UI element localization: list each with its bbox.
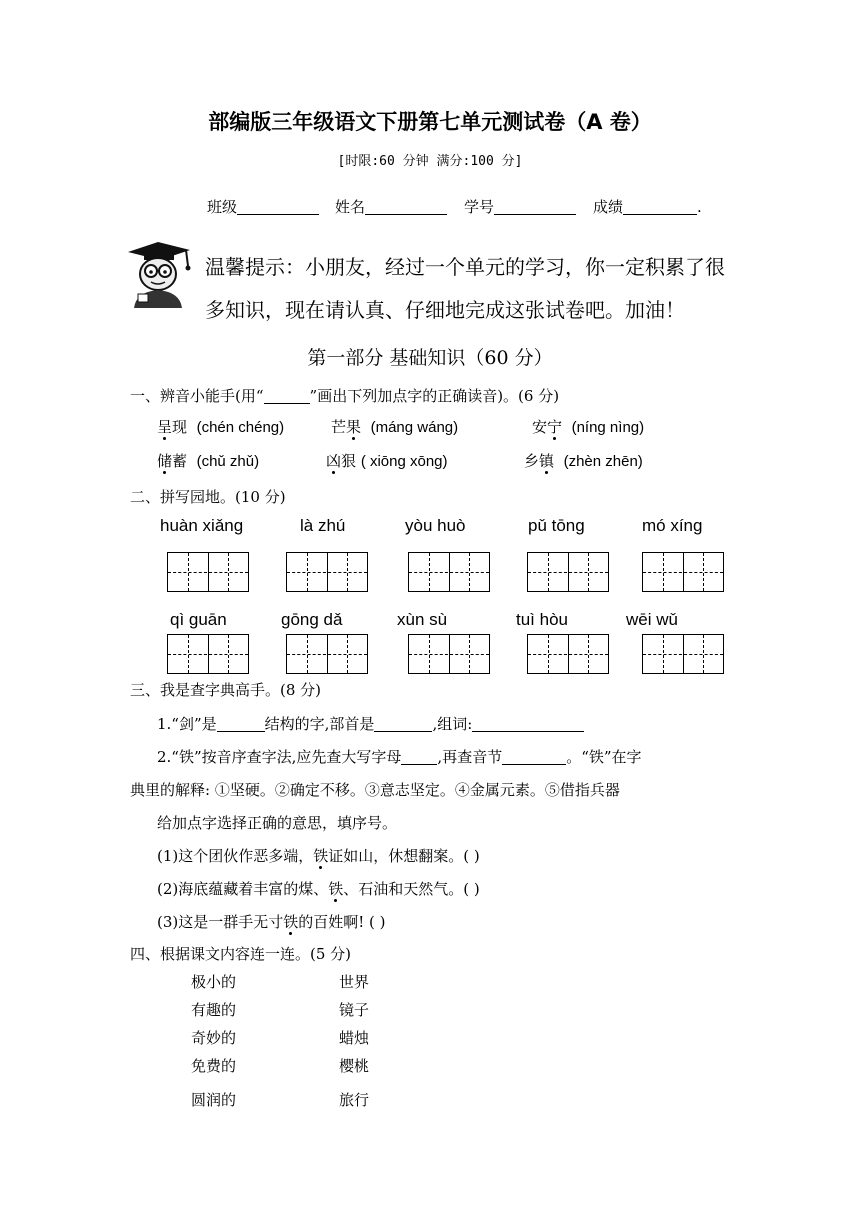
q2-pinyin-1: huàn xiǎng	[160, 516, 244, 535]
part1-heading: 第一部分 基础知识（60 分）	[307, 347, 553, 369]
q2-writing-grid[interactable]	[408, 552, 490, 592]
q1-item-5-key: 凶	[326, 452, 342, 470]
q4-right-item[interactable]: 蜡烛	[339, 1029, 370, 1047]
q1-item-5-pinyin[interactable]: ( xiōng xōng)	[360, 453, 448, 470]
number-label: 学号	[464, 198, 495, 216]
q2-writing-grid[interactable]	[286, 552, 368, 592]
q3-line-2-text-c: 。“铁”在字	[566, 748, 642, 766]
q2-pinyin-4: pǔ tōng	[528, 516, 585, 535]
q3-heading: 三、我是查字典高手。(8 分)	[130, 681, 322, 699]
class-blank[interactable]	[237, 198, 319, 215]
q3-line-1-text-c: ,组词:	[432, 715, 473, 733]
q2-writing-grid[interactable]	[408, 634, 490, 674]
q3-structure-blank[interactable]	[217, 715, 265, 732]
q3-word-blank[interactable]	[472, 715, 584, 732]
q2-writing-grid[interactable]	[527, 552, 609, 592]
q3-sentence-3[interactable]	[157, 911, 386, 932]
q1-item-3-key: 宁	[547, 418, 563, 436]
q3-line-4: 给加点字选择正确的意思，填序号。	[157, 814, 398, 832]
q2-writing-grid[interactable]	[642, 634, 724, 674]
q1-item-2	[331, 416, 458, 437]
q3-sentence-1-b: 证如山，休想翻案。( )	[328, 847, 480, 865]
q1-item-6	[524, 450, 643, 471]
q3-sentence-3-b: 的百姓啊! ( )	[298, 913, 386, 931]
page-title: 部编版三年级语文下册第七单元测试卷（A 卷）	[208, 110, 652, 134]
q4-left-item[interactable]: 有趣的	[191, 1001, 237, 1019]
q1-item-6-pinyin[interactable]: (zhèn zhēn)	[563, 453, 643, 470]
q2-pinyin-10: wēi wǔ	[626, 610, 678, 629]
q2-pinyin-6: qì guān	[170, 610, 227, 629]
q1-item-1-key: 呈	[157, 418, 173, 436]
q1-underline-sample	[264, 387, 310, 404]
q1-item-5-rest: 狠	[341, 452, 357, 470]
q4-right-item[interactable]: 旅行	[339, 1091, 370, 1109]
q3-sentence-3-key: 铁	[283, 913, 299, 931]
q1-item-3	[532, 416, 644, 437]
q2-writing-grid[interactable]	[167, 552, 249, 592]
q1-item-3-pinyin[interactable]: (níng nìng)	[571, 419, 645, 436]
q1-item-4-rest: 蓄	[172, 452, 188, 470]
q1-item-2-key: 果	[346, 418, 362, 436]
q3-sentence-1-a: (1)这个团伙作恶多端，	[157, 847, 314, 865]
q1-item-2-rest: 芒	[331, 418, 347, 436]
q1-item-3-rest: 安	[532, 418, 548, 436]
class-label: 班级	[207, 198, 238, 216]
q2-writing-grid[interactable]	[527, 634, 609, 674]
number-field	[464, 196, 576, 217]
q1-item-1-pinyin[interactable]: (chén chéng)	[196, 419, 285, 436]
tip-line-1: 温馨提示：小朋友，经过一个单元的学习，你一定积累了很	[205, 255, 725, 279]
score-blank[interactable]	[623, 198, 697, 215]
q2-writing-grid[interactable]	[642, 552, 724, 592]
q4-right-item[interactable]: 樱桃	[339, 1057, 370, 1075]
q1-item-4-pinyin[interactable]: (chǔ zhǔ)	[196, 453, 260, 470]
q3-sentence-2-key: 铁	[328, 880, 344, 898]
q4-left-item[interactable]: 免费的	[191, 1057, 237, 1075]
q3-line-2	[157, 746, 642, 767]
q1-item-5	[326, 450, 448, 471]
class-field	[207, 196, 319, 217]
q3-line-1-text-a: 1.“剑”是	[157, 715, 217, 733]
q3-sentence-2[interactable]	[157, 878, 480, 899]
q1-item-1	[157, 416, 284, 437]
q4-right-item[interactable]: 世界	[339, 973, 370, 991]
q2-writing-grid[interactable]	[167, 634, 249, 674]
q1-item-4-key: 储	[157, 452, 173, 470]
q3-syllable-blank[interactable]	[502, 748, 566, 765]
q3-line-1	[157, 713, 584, 734]
q3-sentence-1-key: 铁	[313, 847, 329, 865]
q1-item-4	[157, 450, 259, 471]
q3-line-1-text-b: 结构的字,部首是	[264, 715, 375, 733]
q4-left-item[interactable]: 奇妙的	[191, 1029, 237, 1047]
time-score-limits: [时限:60 分钟 满分:100 分]	[337, 154, 523, 169]
q3-line-2-text-b: ,再查音节	[437, 748, 503, 766]
q4-left-item[interactable]: 圆润的	[191, 1091, 237, 1109]
q3-line-2-text-a: 2.“铁”按音序查字法,应先查大写字母	[157, 748, 402, 766]
scholar-cartoon-icon	[118, 238, 198, 308]
q2-pinyin-8: xùn sù	[397, 610, 448, 629]
q4-heading: 四、根据课文内容连一连。(5 分)	[130, 945, 352, 963]
q1-item-6-rest: 乡	[524, 452, 540, 470]
score-field	[593, 196, 702, 217]
q3-sentence-1[interactable]	[157, 845, 480, 866]
q2-heading: 二、拼写园地。(10 分)	[130, 488, 286, 506]
q2-pinyin-9: tuì hòu	[516, 610, 568, 629]
q3-line-3: 典里的解释: ①坚硬。②确定不移。③意志坚定。④金属元素。⑤借指兵器	[130, 781, 620, 799]
score-label: 成绩	[593, 198, 624, 216]
q1-item-1-rest: 现	[172, 418, 188, 436]
name-field	[335, 196, 447, 217]
q4-left-item[interactable]: 极小的	[191, 973, 237, 991]
q2-pinyin-5: mó xíng	[642, 516, 703, 535]
q3-radical-blank[interactable]	[374, 715, 432, 732]
q1-heading-post: ”画出下列加点字的正确读音)。(6 分)	[309, 387, 560, 405]
q2-pinyin-3: yòu huò	[405, 516, 466, 535]
q3-sentence-3-a: (3)这是一群手无寸	[157, 913, 284, 931]
q2-pinyin-7: gōng dǎ	[281, 610, 343, 629]
q1-item-2-pinyin[interactable]: (máng wáng)	[370, 419, 459, 436]
q1-heading-pre: 一、辨音小能手(用“	[130, 387, 264, 405]
name-label: 姓名	[335, 198, 366, 216]
q3-sentence-2-b: 、石油和天然气。( )	[343, 880, 480, 898]
tip-line-2: 多知识，现在请认真、仔细地完成这张试卷吧。加油！	[205, 298, 685, 322]
q1-item-6-key: 镇	[539, 452, 555, 470]
q2-pinyin-2: là zhú	[300, 516, 346, 535]
q3-sentence-2-a: (2)海底蕴藏着丰富的煤、	[157, 880, 329, 898]
number-blank[interactable]	[494, 198, 576, 215]
score-end-mark: .	[697, 198, 702, 216]
q4-right-item[interactable]: 镜子	[339, 1001, 370, 1019]
name-blank[interactable]	[365, 198, 447, 215]
q3-letter-blank[interactable]	[401, 748, 437, 765]
q2-writing-grid[interactable]	[286, 634, 368, 674]
q1-heading	[130, 385, 559, 406]
